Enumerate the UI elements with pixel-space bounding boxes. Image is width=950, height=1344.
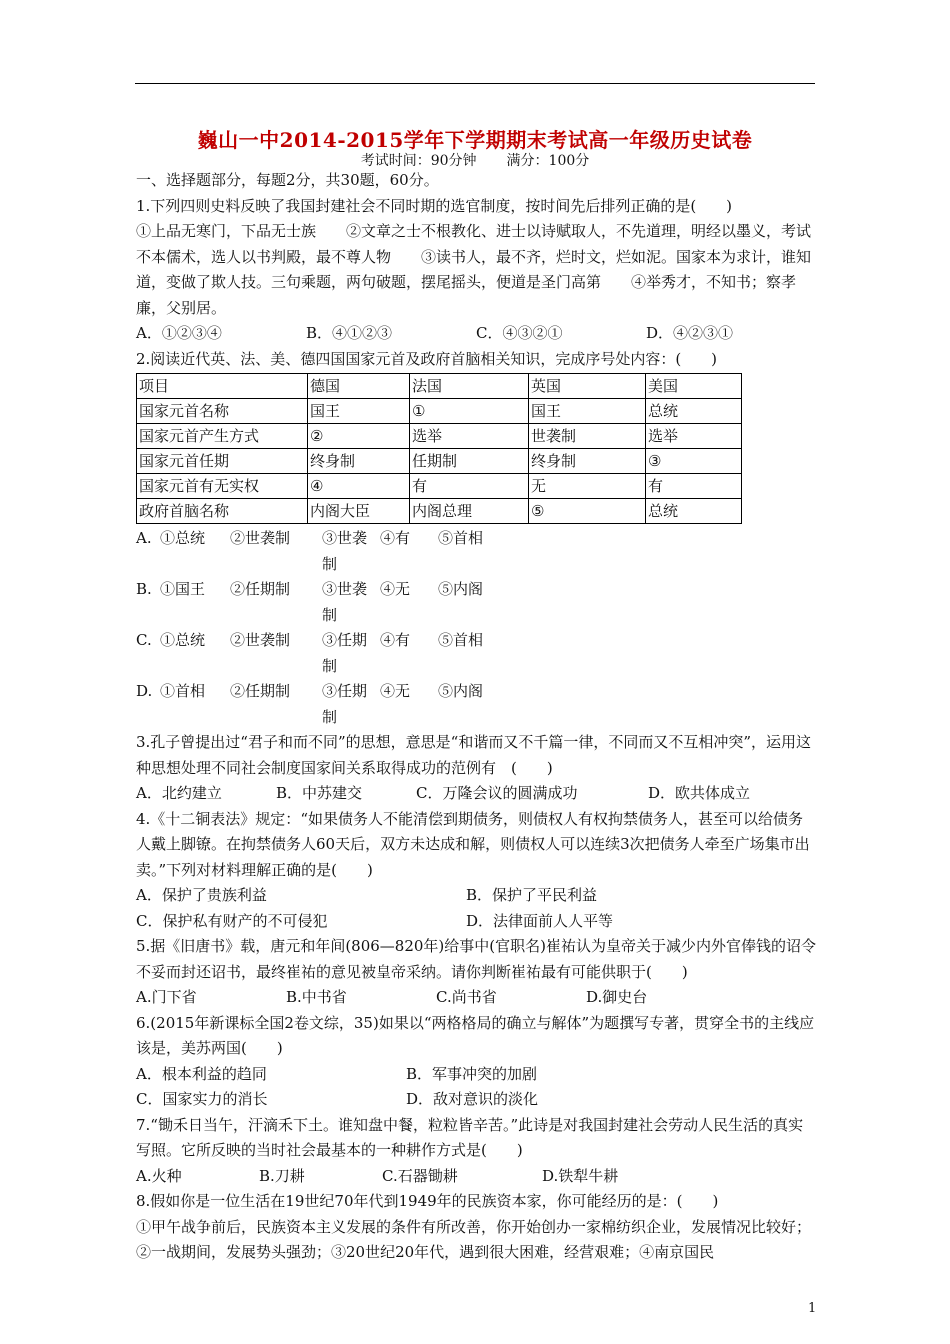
q4-option-c[interactable]: C．保护私有财产的不可侵犯 [136,911,328,930]
table-cell: 有 [410,474,529,499]
option-letter: A. [136,529,152,547]
table-cell: 总统 [646,399,742,424]
table-cell: 无 [529,474,646,499]
table-cell: 任期制 [410,449,529,474]
q2-option-b[interactable] [136,577,816,628]
option-part: ⑤内阁 [438,580,484,598]
q6-option-a[interactable]: A．根本利益的趋同 [136,1064,267,1083]
q3-option-c[interactable]: C．万隆会议的圆满成功 [416,784,578,802]
q2-option-c[interactable] [136,628,816,679]
q7-option-c[interactable]: C.石器锄耕 [382,1166,458,1185]
q8-stem: 8.假如你是一位生活在19世纪70年代到1949年的民族资本家，你可能经历的是：( ) [136,1192,719,1210]
option-part: ⑤首相 [438,529,484,547]
option-part: ⑤首相 [438,631,484,649]
table-cell: 终身制 [529,449,646,474]
table-cell: 国家元首任期 [137,449,308,474]
exam-score: 满分：100分 [506,153,590,169]
option-part: ④有 [380,631,411,649]
q3-option-b[interactable]: B．中苏建交 [276,784,363,802]
q5-option-c[interactable]: C.尚书省 [436,988,497,1006]
table-cell: 美国 [646,374,742,399]
table-cell: 国家元首名称 [137,399,308,424]
table-cell: ① [410,399,529,424]
q4-option-d[interactable]: D．法律面前人人平等 [466,911,614,930]
option-part: ③任期制 [322,631,368,675]
q5-stem: 5.据《旧唐书》载，唐元和年间(806—820年)给事中(官职名)崔祐认为皇帝关于减少内外官俸钱的诏令不妥而封还诏书，最终崔祐的意见被皇帝采纳。请你判断崔祐最有可能供职于( ) [136,937,816,981]
table-cell: 国家元首有无实权 [137,474,308,499]
table-cell: 世袭制 [529,424,646,449]
q2-table [136,373,742,524]
q3-option-a[interactable]: A．北约建立 [136,784,222,802]
table-cell: 内阁总理 [410,499,529,524]
option-part: ①总统 [160,631,206,649]
table-row [137,449,742,474]
option-part: ⑤内阁 [438,682,484,700]
q4-option-a[interactable]: A．保护了贵族利益 [136,886,267,904]
q1-option-d[interactable]: D．④②③① [646,324,734,342]
q1-option-a[interactable]: A．①②③④ [136,324,222,342]
table-row [137,424,742,449]
q3-option-d[interactable]: D．欧共体成立 [648,784,751,802]
option-part: ②任期制 [230,682,291,700]
option-part: ③世袭制 [322,580,368,624]
table-cell: 选举 [646,424,742,449]
q7-stem: 7.“锄禾日当午，汗滴禾下土。谁知盘中餐，粒粒皆辛苦。”此诗是对我国封建社会劳动人民生活的真实写照。它所反映的当时社会最基本的一种耕作方式是( ) [136,1115,804,1159]
table-cell: 国家元首产生方式 [137,424,308,449]
q8-material: ①甲午战争前后，民族资本主义发展的条件有所改善，你开始创办一家棉纺织企业，发展情况比较好；②一战期间，发展势头强劲；③20世纪20年代，遇到很大困难，经营艰难；④南京国民 [136,1217,812,1261]
section-heading: 一、选择题部分，每题2分，共30题，60分。 [136,171,439,189]
q6-stem: 6.(2015年新课标全国2卷文综，35)如果以“两格格局的确立与解体”为题撰写专著，贯穿全书的主线应该是，美苏两国( ) [136,1013,815,1057]
q1-option-b[interactable]: B．④①②③ [306,324,393,342]
table-cell: 有 [646,474,742,499]
table-cell: ② [308,424,410,449]
option-part: ①国王 [160,580,206,598]
table-row [137,499,742,524]
table-cell: 选举 [410,424,529,449]
q4-stem: 4.《十二铜表法》规定：“如果债务人不能清偿到期债务，则债权人有权拘禁债务人，甚至可以给债务人戴上脚镣。在拘禁债务人60天后，双方未达成和解，则债权人可以连续3次把债务人牵至广场集市出卖。”下列对材料理解正确的是( ) [136,809,810,879]
option-part: ①首相 [160,682,206,700]
q1-stem: 1.下列四则史料反映了我国封建社会不同时期的选官制度，按时间先后排列正确的是( ) [136,196,733,215]
table-cell: 德国 [308,374,410,399]
q7-options [136,1164,816,1190]
q4-options-row2 [136,909,816,935]
table-cell: 法国 [410,374,529,399]
q6-options-row1 [136,1062,816,1088]
q4-options-row1 [136,883,816,909]
table-cell: 终身制 [308,449,410,474]
q3-options [136,781,816,807]
q1-option-c[interactable]: C．④③②① [476,324,563,342]
table-cell: ⑤ [529,499,646,524]
option-part: ②世袭制 [230,631,291,649]
option-part: ④无 [380,580,411,598]
q3-stem: 3.孔子曾提出过“君子和而不同”的思想，意思是“和谐而又不千篇一律，不同而又不互相冲突”，运用这种思想处理不同社会制度国家间关系取得成功的范例有 ( ) [136,733,811,777]
option-part: ④无 [380,682,411,700]
option-part: ②任期制 [230,580,291,598]
q2-stem: 2.阅读近代英、法、美、德四国国家元首及政府首脑相关知识，完成序号处内容：( ) [136,349,718,368]
exam-info [135,150,815,170]
table-row [137,399,742,424]
option-letter: D. [136,682,153,700]
q5-options [136,985,816,1011]
table-cell: ④ [308,474,410,499]
option-part: ④有 [380,529,411,547]
option-letter: C. [136,631,152,649]
q6-options-row2 [136,1087,816,1113]
q7-option-a[interactable]: A.火种 [136,1166,182,1185]
q1-options [136,321,816,347]
table-cell: ③ [646,449,742,474]
q5-option-d[interactable]: D.御史台 [586,988,648,1006]
q7-option-b[interactable]: B.刀耕 [259,1166,305,1185]
option-part: ③任期制 [322,682,368,726]
table-cell: 政府首脑名称 [137,499,308,524]
q5-option-a[interactable]: A.门下省 [136,988,197,1006]
table-cell: 国王 [529,399,646,424]
table-cell: 内阁大臣 [308,499,410,524]
exam-body [136,168,816,1266]
option-part: ③世袭制 [322,529,368,573]
table-cell: 英国 [529,374,646,399]
exam-time: 考试时间：90分钟 [360,153,477,169]
exam-title: 巍山一中2014-2015学年下学期期末考试高一年级历史试卷 [197,128,753,152]
page-number: 1 [808,1301,817,1316]
header-rule [135,83,815,84]
table-cell: 项目 [137,374,308,399]
q6-option-c[interactable]: C．国家实力的消长 [136,1090,268,1108]
q5-option-b[interactable]: B.中书省 [286,988,347,1006]
table-cell: 总统 [646,499,742,524]
q4-option-b[interactable]: B．保护了平民利益 [466,886,598,904]
q6-option-d[interactable]: D．敌对意识的淡化 [406,1090,539,1108]
option-letter: B. [136,580,152,598]
table-cell: 国王 [308,399,410,424]
table-row [137,474,742,499]
q2-option-a[interactable] [136,526,816,577]
q7-option-d[interactable]: D.铁犁牛耕 [542,1166,619,1185]
q6-option-b[interactable]: B．军事冲突的加剧 [406,1064,538,1083]
option-part: ①总统 [160,529,206,547]
q2-option-d[interactable] [136,679,816,730]
table-row [137,374,742,399]
option-part: ②世袭制 [230,529,291,547]
q1-material: ①上品无寒门，下品无士族 ②文章之士不根教化、进士以诗赋取人，不先道理，明经以墨义，考试不本儒术，选人以书判殿，最不尊人物 ③读书人，最不齐，烂时文，烂如泥。国家本为求计，谁知道，变做了欺人技。三句乘题，两句破题，摆尾摇头，便道是圣门高第 ④举秀才，不知书；察孝廉，父别居。 [136,222,812,317]
